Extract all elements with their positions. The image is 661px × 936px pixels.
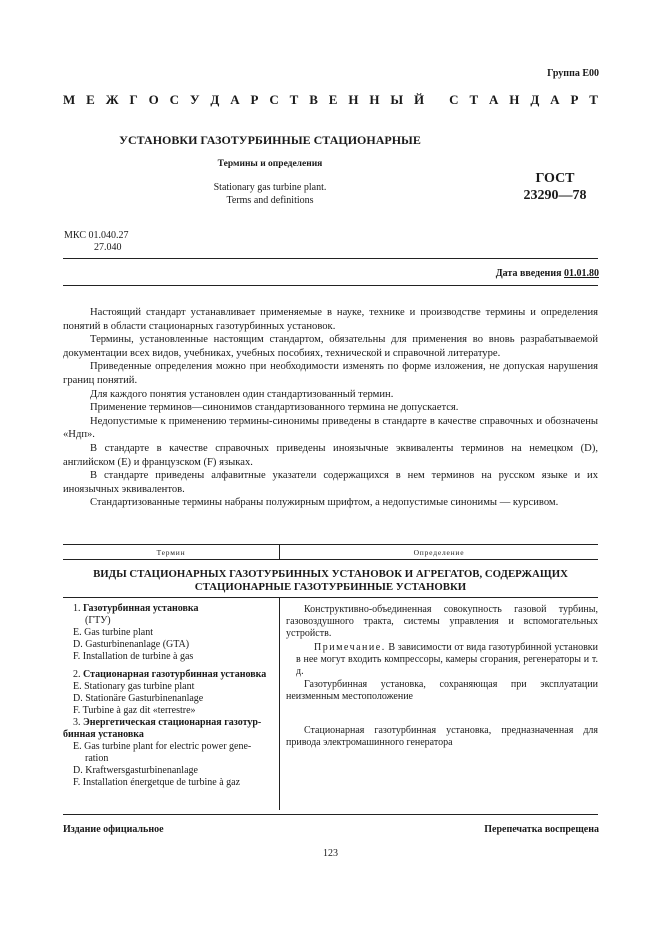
banner-letter: Г: [129, 92, 138, 107]
terms-column: [63, 603, 273, 789]
column-header-definition: Определение: [413, 547, 465, 557]
term-number: 1.: [73, 603, 83, 614]
banner-letter: Д: [530, 92, 540, 107]
term-number: 2.: [73, 669, 83, 680]
english-title-line: Terms and definitions: [226, 195, 314, 206]
banner-letter: А: [550, 92, 560, 107]
interstate-standard-banner: [63, 92, 598, 108]
banner-letter: Ы: [390, 92, 404, 107]
banner-letter: Н: [369, 92, 380, 107]
term-name-continued: бинная установка: [63, 729, 144, 740]
banner-letter: Д: [210, 92, 220, 107]
note-text: В зависимости от вида газотурбинной установки в нее могут входить компрессоры, камеры сгорания, регенераторы и т. д.: [296, 642, 598, 677]
banner-letter: Е: [328, 92, 338, 107]
intro-paragraph: Стандартизованные термины набраны полужирным шрифтом, а недопустимые синонимы — курсивом.: [90, 497, 559, 509]
banner-spacer: [435, 92, 438, 108]
term-entry-3: [63, 717, 273, 729]
term-german: D. Stationäre Gasturbinenanlage: [73, 693, 204, 704]
banner-letter: Н: [348, 92, 359, 107]
banner-letter: С: [449, 92, 459, 107]
effective-date: [496, 268, 599, 279]
definition-note: [286, 642, 598, 678]
term-english: E. Stationary gas turbine plant: [73, 681, 195, 692]
term-french: F. Installation énergetque de turbine à gaz: [73, 777, 241, 788]
effective-date-label: Дата введения: [495, 268, 564, 279]
term-name: Газотурбинная установка: [83, 603, 199, 614]
definition-2: Газотурбинная установка, сохраняющая при эксплуатации неизменным местоположение: [286, 679, 598, 702]
term-name: Энергетическая стационарная газотур-: [83, 717, 262, 728]
term-french: F. Installation de turbine à gas: [73, 651, 194, 662]
gost-number: [505, 170, 605, 204]
intro-paragraph: Для каждого понятия установлен один стандартизованный термин.: [90, 388, 394, 400]
banner-letter: А: [489, 92, 499, 107]
divider: [63, 285, 598, 286]
document-title: УСТАНОВКИ ГАЗОТУРБИННЫЕ СТАЦИОНАРНЫЕ: [119, 133, 421, 147]
section-heading-line: СТАЦИОНАРНЫЕ ГАЗОТУРБИННЫЕ УСТАНОВКИ: [194, 581, 467, 593]
banner-letter: О: [148, 92, 159, 107]
term-number: 3.: [73, 717, 83, 728]
term-abbreviation: (ГТУ): [85, 615, 111, 626]
intro-paragraph: Применение терминов—синонимов стандартизованного термина не допускается.: [90, 402, 459, 414]
intro-paragraph: Настоящий стандарт устанавливает применяемые в науке, технике и производстве термины и определения понятий в области стационарных газотурбинных установок.: [63, 307, 598, 332]
intro-paragraph: Приведенные определения можно при необходимости изменять по форме изложения, не допуская нарушения границ понятий.: [63, 361, 598, 386]
column-divider: [279, 598, 280, 810]
mks-code: МКС 01.040.27: [64, 230, 129, 241]
term-entry-1: [63, 603, 273, 615]
banner-letter: Т: [469, 92, 479, 107]
intro-paragraph: Недопустимые к применению термины-синонимы приведены в стандарте в качестве справочных и обозначены «Ндп».: [63, 415, 598, 441]
banner-letter: Е: [86, 92, 95, 107]
intro-paragraph: В стандарте приведены алфавитные указатели содержащихся в нем терминов на русском языке и их иноязычных эквивалентов.: [63, 470, 598, 495]
divider: [63, 258, 598, 259]
term-french: F. Turbine à gaz dit «terrestre»: [73, 705, 196, 716]
banner-letter: М: [63, 92, 76, 107]
banner-letter: В: [309, 92, 318, 107]
banner-letter: С: [169, 92, 180, 107]
term-english-continued: ration: [85, 753, 109, 764]
term-english: E. Gas turbine plant for electric power gene-: [73, 741, 252, 752]
group-code: Группа Е00: [547, 68, 599, 79]
banner-letter: С: [269, 92, 279, 107]
english-title-line: Stationary gas turbine plant.: [213, 182, 327, 193]
intro-paragraph: В стандарте в качестве справочных приведены иноязычные эквиваленты терминов на немецком (D), английском (Е) и французском (F) языках.: [63, 442, 598, 468]
term-english: E. Gas turbine plant: [73, 627, 153, 638]
reprint-prohibited-label: Перепечатка воспрещена: [484, 824, 599, 835]
banner-letter: Р: [570, 92, 579, 107]
banner-letter: Р: [250, 92, 259, 107]
intro-text: [63, 306, 598, 510]
intro-paragraph: Термины, установленные настоящим стандартом, обязательны для применения во вновь разрабатываемой документации всех видов, учебниках, учебных пособиях, технической и справочной литературе.: [63, 334, 598, 359]
banner-letter: У: [189, 92, 200, 107]
divider: [63, 814, 598, 815]
definition-1: Конструктивно-объединенная совокупность газовой турбины, газовоздушного тракта, системы управления и вспомогательных устройств.: [286, 604, 598, 639]
term-german: D. Kraftwersgasturbinenanlage: [73, 765, 198, 776]
note-label: Примечание.: [314, 642, 386, 653]
mks-code: 27.040: [94, 242, 122, 253]
banner-letter: Т: [589, 92, 598, 107]
banner-letter: Й: [414, 92, 425, 107]
section-heading-line: ВИДЫ СТАЦИОНАРНЫХ ГАЗОТУРБИННЫХ УСТАНОВОК И АГРЕГАТОВ, СОДЕРЖАЩИХ: [93, 568, 568, 580]
banner-letter: Ж: [105, 92, 119, 107]
mks-codes: [64, 230, 128, 254]
gost-label: ГОСТ: [535, 171, 575, 186]
official-edition-label: Издание официальное: [63, 824, 164, 835]
definition-3: Стационарная газотурбинная установка, предназначенная для привода электромашинного генератора: [286, 725, 598, 748]
definitions-column: [286, 604, 598, 749]
banner-letter: Т: [289, 92, 299, 107]
english-title: [90, 181, 450, 207]
term-entry-2: [63, 669, 273, 681]
document-subtitle: Термины и определения: [217, 159, 323, 169]
effective-date-value: 01.01.80: [564, 268, 599, 279]
banner-letter: А: [230, 92, 240, 107]
table-header: [63, 544, 598, 560]
page-number: 123: [323, 848, 338, 859]
section-heading: [63, 568, 598, 594]
term-german: D. Gasturbinenanlage (GTA): [73, 639, 190, 650]
banner-letter: Н: [509, 92, 520, 107]
divider: [63, 597, 598, 598]
term-name: Стационарная газотурбинная установка: [83, 669, 267, 680]
gost-code: 23290—78: [523, 188, 587, 203]
column-header-term: Термин: [63, 545, 280, 559]
